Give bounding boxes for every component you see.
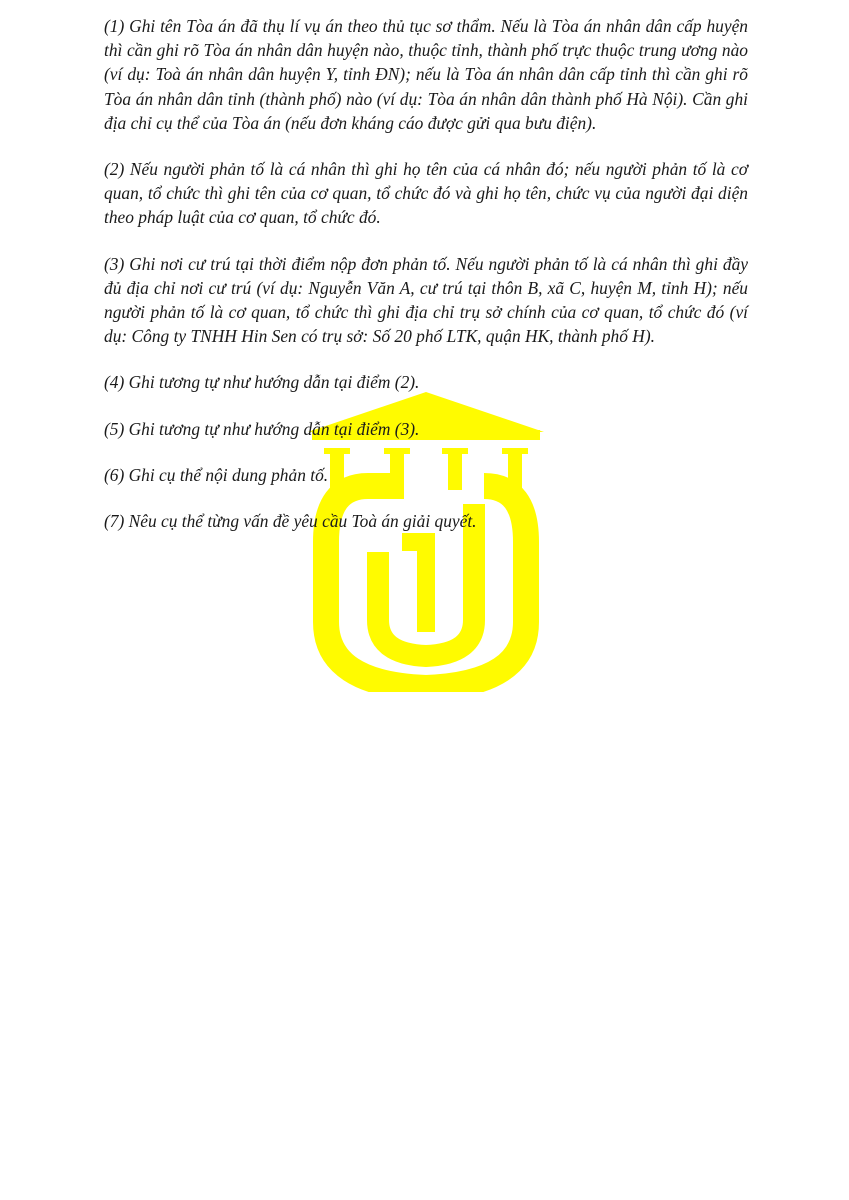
note-4: (4) Ghi tương tự như hướng dẫn tại điểm (2). xyxy=(104,372,420,393)
note-7: (7) Nêu cụ thể từng vấn đề yêu cầu Toà án giải quyết. xyxy=(104,511,477,532)
note-2: (2) Nếu người phản tố là cá nhân thì ghi họ tên của cá nhân đó; nếu người phản tố là cơ quan, tổ chức thì ghi tên của cơ quan, tổ chức đó và ghi họ tên, chức vụ của người đại diện theo pháp luật của cơ quan, tổ chức đó. xyxy=(104,159,748,228)
notes-section xyxy=(104,14,748,555)
note-6: (6) Ghi cụ thể nội dung phản tố. xyxy=(104,464,329,485)
note-1: (1) Ghi tên Tòa án đã thụ lí vụ án theo thủ tục sơ thẩm. Nếu là Tòa án nhân dân cấp huyện thì cần ghi rõ Tòa án nhân dân huyện nào, thuộc tỉnh, thành phố trực thuộc trung ương nào (ví dụ: Toà án nhân dân huyện Y, tỉnh ĐN); nếu là Tòa án nhân dân cấp tỉnh thì cần ghi rõ Tòa án nhân dân tỉnh (thành phố) nào (ví dụ: Tòa án nhân dân thành phố Hà Nội). Cần ghi địa chỉ cụ thể của Tòa án (nếu đơn kháng cáo được gửi qua bưu điện). xyxy=(104,16,748,133)
note-5: (5) Ghi tương tự như hướng dẫn tại điểm (3). xyxy=(104,418,420,439)
note-3: (3) Ghi nơi cư trú tại thời điểm nộp đơn phản tố. Nếu người phản tố là cá nhân thì ghi đầy đủ địa chỉ nơi cư trú (ví dụ: Nguyễn Văn A, cư trú tại thôn B, xã C, huyện M, tỉnh H); nếu người phản tố là cơ quan, tổ chức thì ghi địa chỉ trụ sở chính của cơ quan, tổ chức đó (ví dụ: Công ty TNHH Hin Sen có trụ sở: Số 20 phố LTK, quận HK, thành phố H). xyxy=(104,253,748,347)
